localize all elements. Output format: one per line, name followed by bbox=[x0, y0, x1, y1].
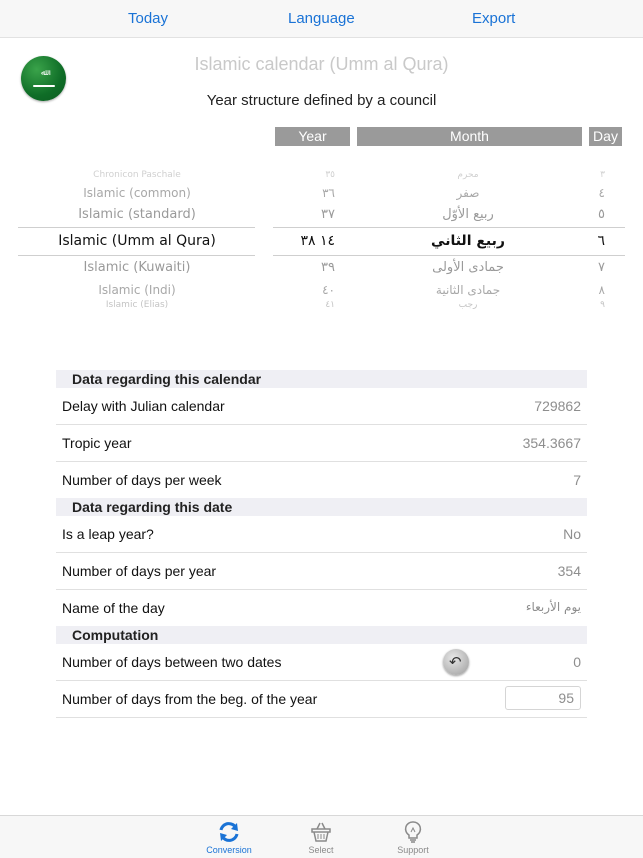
year-column-header: Year bbox=[275, 127, 350, 146]
reset-dates-button[interactable] bbox=[443, 649, 469, 675]
table-row bbox=[56, 553, 587, 590]
table-row bbox=[56, 681, 587, 718]
row-value: 354 bbox=[557, 563, 581, 579]
month-option[interactable]: رجب bbox=[458, 300, 478, 310]
year-option[interactable]: ٤١ bbox=[325, 300, 335, 310]
table-row bbox=[56, 644, 587, 681]
day-option[interactable]: ٣ bbox=[600, 170, 605, 180]
row-label: Delay with Julian calendar bbox=[62, 398, 225, 414]
month-column-header: Month bbox=[357, 127, 582, 146]
row-label: Tropic year bbox=[62, 435, 132, 451]
row-value: 7 bbox=[573, 472, 581, 488]
row-label: Number of days between two dates bbox=[62, 654, 282, 670]
tab-label: Support bbox=[397, 845, 429, 855]
calendar-option-selected[interactable]: Islamic (Umm al Qura) bbox=[58, 233, 216, 249]
selection-line-top bbox=[273, 227, 625, 228]
row-label: Number of days from the beg. of the year bbox=[62, 691, 318, 707]
table-row bbox=[56, 462, 587, 498]
row-label: Number of days per year bbox=[62, 563, 217, 579]
month-option[interactable]: ربيع الأوّل bbox=[442, 207, 494, 222]
tab-label: Select bbox=[308, 845, 334, 855]
month-option[interactable]: صفر bbox=[456, 186, 480, 200]
calendar-subtitle: Year structure defined by a council bbox=[206, 92, 437, 109]
basket-icon bbox=[309, 820, 333, 844]
days-from-year-start-input[interactable] bbox=[505, 686, 581, 710]
table-row bbox=[56, 425, 587, 462]
row-label: Name of the day bbox=[62, 600, 165, 616]
lightbulb-icon bbox=[401, 820, 425, 844]
day-column-header: Day bbox=[589, 127, 622, 146]
year-option[interactable]: ٣٧ bbox=[321, 207, 335, 222]
today-button[interactable]: Today bbox=[128, 10, 169, 27]
row-label: Is a leap year? bbox=[62, 526, 154, 542]
calendar-option[interactable]: Islamic (Indi) bbox=[98, 283, 176, 297]
month-option-selected[interactable]: ربيع الثاني bbox=[431, 233, 505, 249]
calendar-option[interactable]: Islamic (Elias) bbox=[105, 300, 169, 310]
refresh-icon bbox=[217, 820, 241, 844]
year-option[interactable]: ٤٠ bbox=[322, 283, 335, 297]
tab-bar bbox=[0, 815, 643, 858]
row-value: No bbox=[563, 526, 581, 542]
year-option[interactable]: ٣٩ bbox=[321, 260, 335, 275]
day-option[interactable]: ٩ bbox=[600, 300, 605, 310]
section-header-date: Data regarding this date bbox=[56, 498, 587, 516]
undo-arrow-icon: ↶ bbox=[449, 654, 462, 671]
day-option[interactable]: ٤ bbox=[598, 186, 605, 200]
calendar-option[interactable]: Chronicon Paschale bbox=[93, 170, 181, 180]
section-header-computation: Computation bbox=[56, 626, 587, 644]
selection-line-bottom bbox=[18, 255, 255, 256]
day-option-selected[interactable]: ٦ bbox=[597, 233, 605, 249]
row-value: 0 bbox=[573, 654, 581, 670]
year-option[interactable]: ٣٥ bbox=[325, 170, 335, 180]
month-option[interactable]: محرم bbox=[457, 170, 479, 180]
info-table bbox=[56, 370, 587, 718]
row-value: 354.3667 bbox=[522, 435, 581, 451]
table-row bbox=[56, 516, 587, 553]
row-value: يوم الأربعاء bbox=[525, 600, 581, 614]
day-option[interactable]: ٧ bbox=[598, 260, 605, 275]
table-row bbox=[56, 590, 587, 626]
tab-label: Conversion bbox=[206, 845, 252, 855]
day-option[interactable]: ٥ bbox=[598, 207, 605, 222]
selection-line-top bbox=[18, 227, 255, 228]
year-option-selected[interactable]: ١٤ ٣٨ bbox=[300, 233, 335, 249]
export-button[interactable]: Export bbox=[472, 10, 516, 27]
row-label: Number of days per week bbox=[62, 472, 222, 488]
top-toolbar bbox=[0, 0, 643, 38]
calendar-option[interactable]: Islamic (common) bbox=[83, 186, 191, 200]
calendar-option[interactable]: Islamic (Kuwaiti) bbox=[83, 260, 191, 275]
calendar-title: Islamic calendar (Umm al Qura) bbox=[194, 54, 449, 74]
month-option[interactable]: جمادى الأولى bbox=[432, 260, 504, 275]
row-value: 729862 bbox=[534, 398, 581, 414]
section-header-calendar: Data regarding this calendar bbox=[56, 370, 587, 388]
year-option[interactable]: ٣٦ bbox=[322, 186, 335, 200]
month-option[interactable]: جمادى الثانية bbox=[435, 283, 501, 297]
calendar-option[interactable]: Islamic (standard) bbox=[78, 207, 196, 222]
selection-line-bottom bbox=[273, 255, 625, 256]
language-button[interactable]: Language bbox=[288, 10, 355, 27]
table-row bbox=[56, 388, 587, 425]
flag-script: ﷲ bbox=[41, 68, 46, 77]
flag-sword bbox=[33, 85, 55, 87]
day-option[interactable]: ٨ bbox=[598, 283, 605, 297]
date-picker[interactable] bbox=[0, 160, 643, 320]
